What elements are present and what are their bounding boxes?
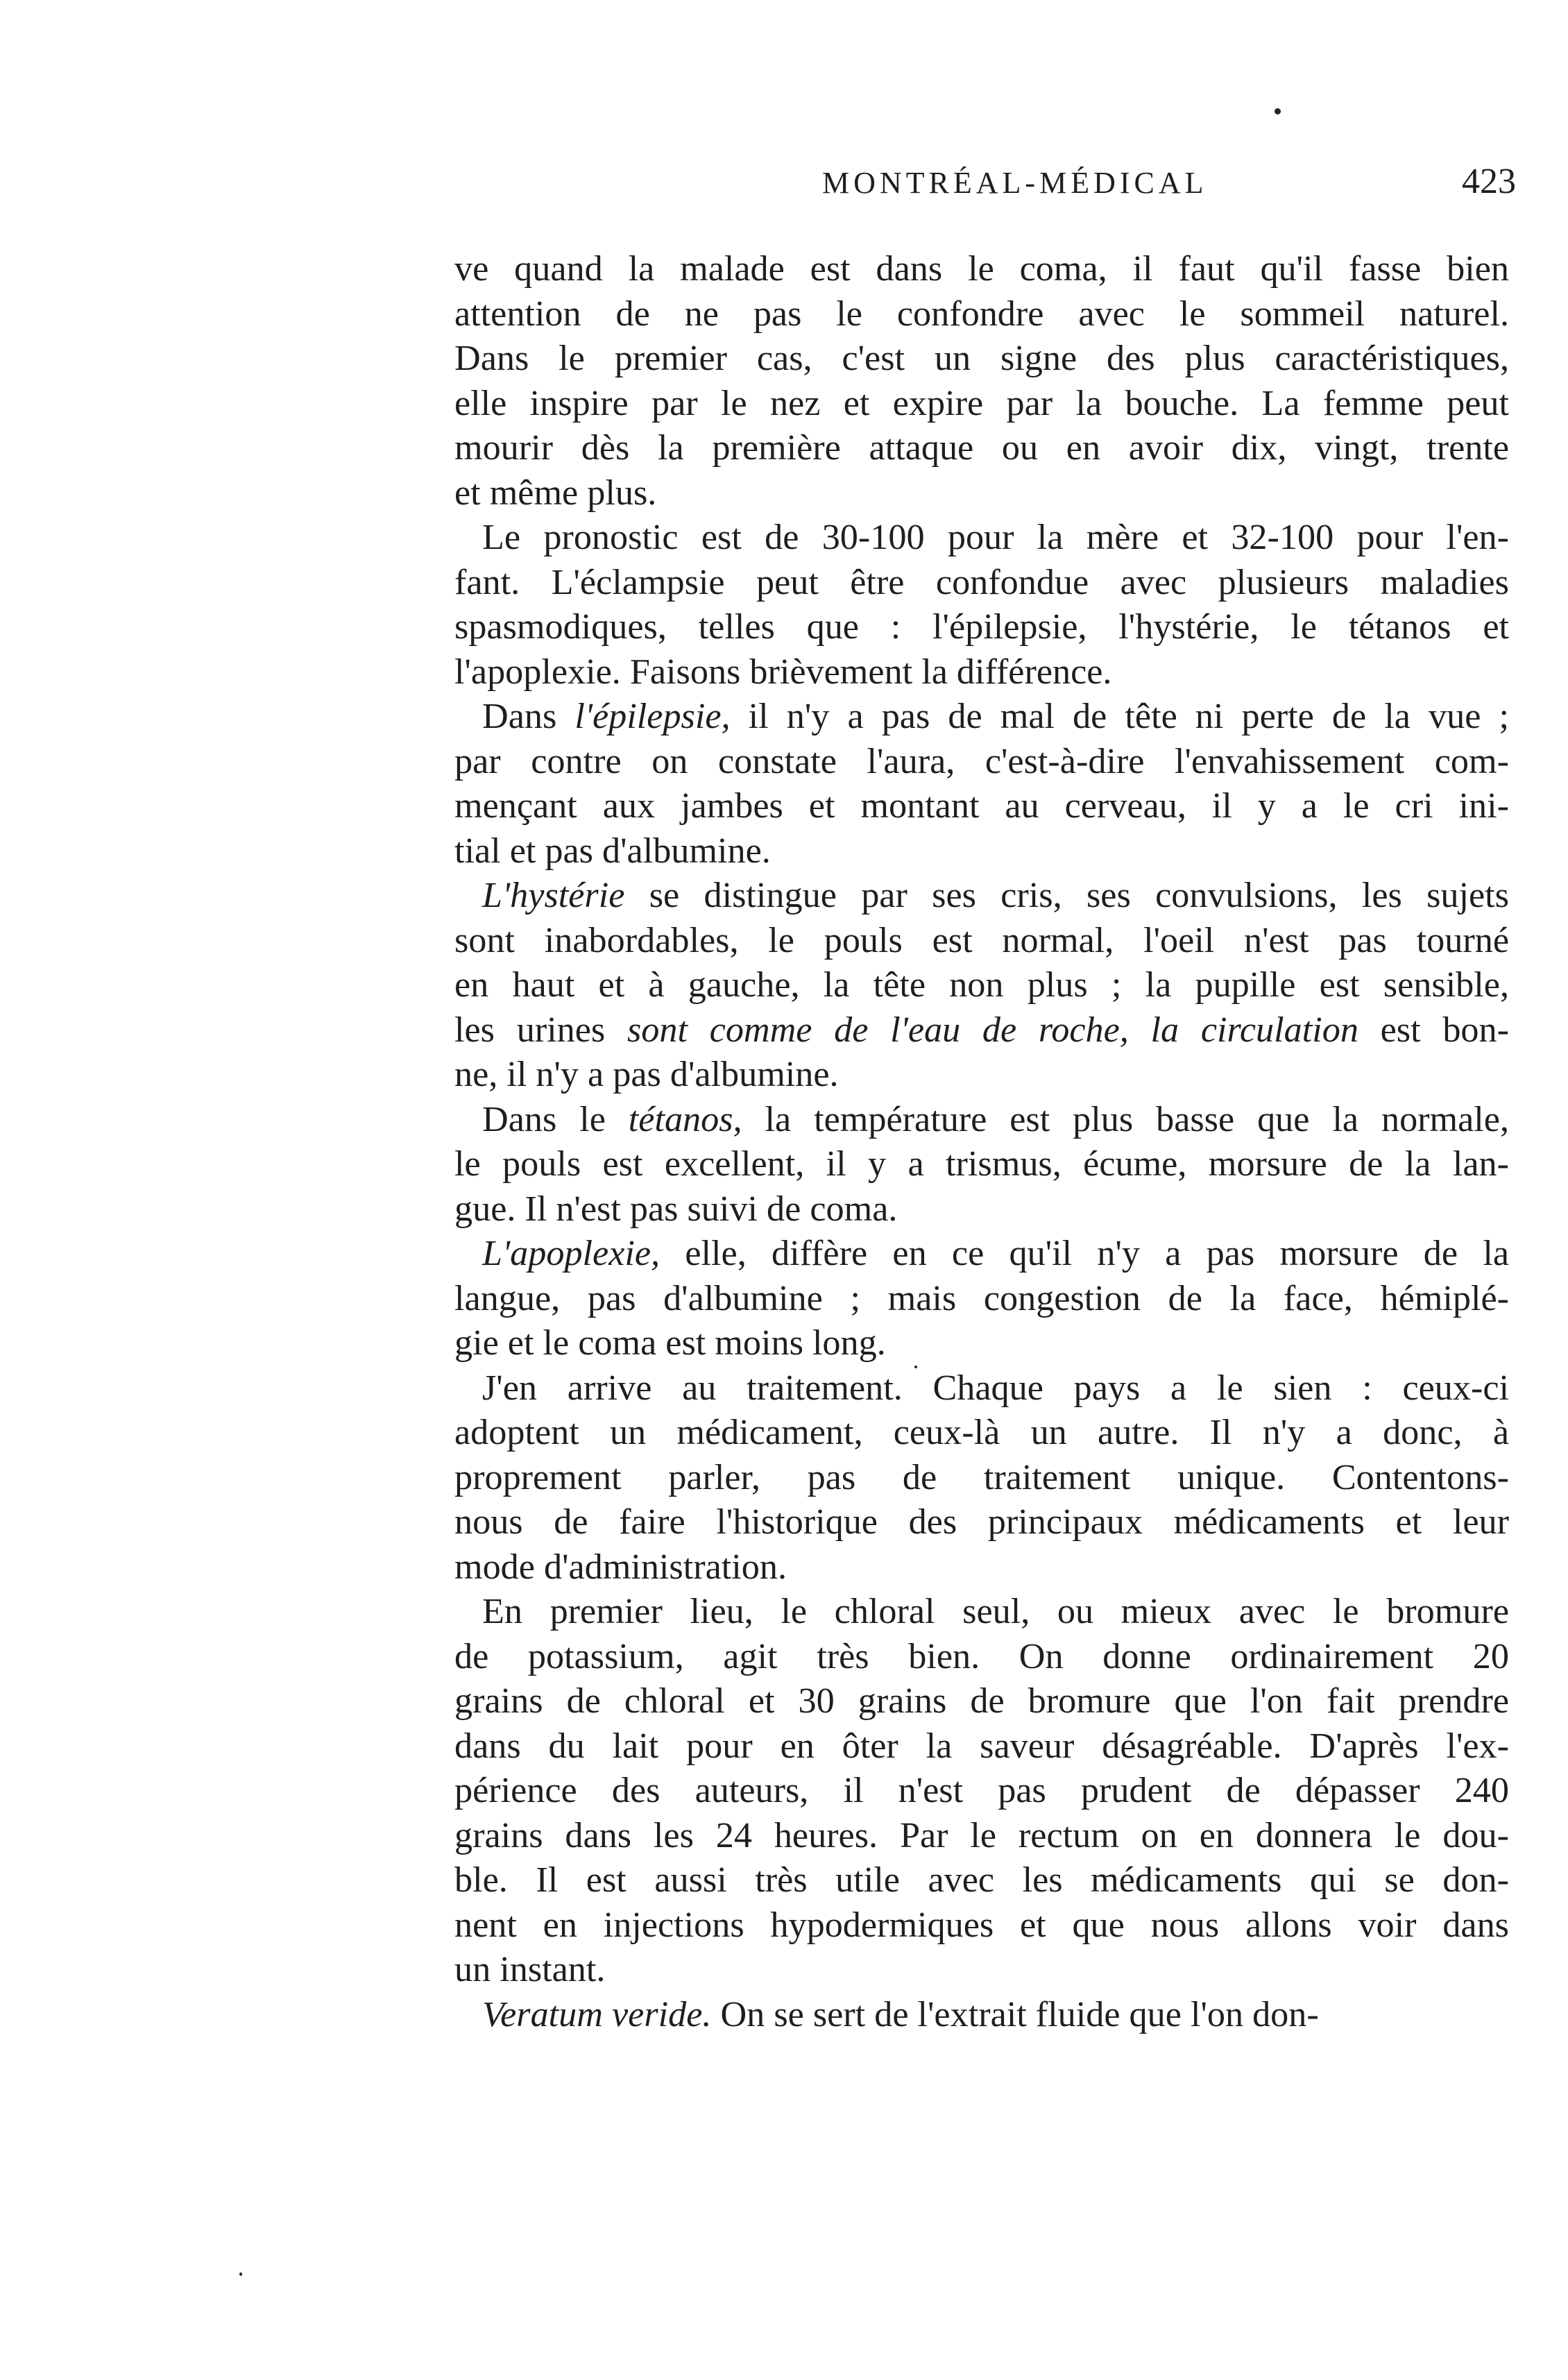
text-line: gie et le coma est moins long. — [454, 1323, 886, 1363]
text-line: par contre on constate l'aura, c'est-à-dire l'envahissement com- — [454, 740, 1509, 781]
body-text — [454, 246, 1509, 2037]
text-line: proprement parler, pas de traitement unique. Contentons- — [454, 1456, 1509, 1497]
text-line: attention de ne pas le confondre avec le sommeil naturel. — [454, 293, 1509, 334]
text-line: J'en arrive au traitement. Chaque pays a le sien : ceux-ci — [482, 1367, 1509, 1408]
text-line: dans du lait pour en ôter la saveur désagréable. D'après l'ex- — [454, 1725, 1509, 1766]
ink-speck — [239, 2272, 242, 2276]
running-head — [454, 158, 1516, 207]
text-line: elle inspire par le nez et expire par la bouche. La femme peut — [454, 382, 1509, 423]
paragraph — [454, 515, 1509, 694]
paragraph — [454, 1097, 1509, 1232]
paragraph — [454, 1992, 1509, 2037]
text-line: Veratum veride. On se sert de l'extrait fluide que l'on don- — [482, 1994, 1319, 2034]
text-line: L'hystérie se distingue par ses cris, ses convulsions, les sujets — [482, 875, 1509, 915]
text-line: ne, il n'y a pas d'albumine. — [454, 1054, 839, 1094]
paragraph — [454, 873, 1509, 1097]
text-line: de potassium, agit très bien. On donne ordinairement 20 — [454, 1635, 1509, 1676]
text-line: et même plus. — [454, 472, 657, 513]
text-line: adoptent un médicament, ceux-là un autre. Il n'y a donc, à — [454, 1412, 1509, 1452]
text-line: nent en injections hypodermiques et que nous allons voir dans — [454, 1904, 1509, 1945]
text-line: Dans le premier cas, c'est un signe des plus caractéristiques, — [454, 338, 1509, 378]
text-line: Le pronostic est de 30-100 pour la mère et 32-100 pour l'en- — [482, 517, 1509, 557]
text-line: tial et pas d'albumine. — [454, 830, 771, 871]
text-line: l'apoplexie. Faisons brièvement la différence. — [454, 651, 1112, 692]
ink-speck — [1275, 108, 1281, 114]
running-title: MONTRÉAL-MÉDICAL — [822, 166, 1208, 200]
text-line: L'apoplexie, elle, diffère en ce qu'il n'y a pas morsure de la — [482, 1233, 1509, 1273]
text-line: périence des auteurs, il n'est pas prudent de dépasser 240 — [454, 1770, 1509, 1810]
page-number: 423 — [1462, 162, 1516, 201]
paragraph — [454, 246, 1509, 515]
text-line: Dans l'épilepsie, il n'y a pas de mal de tête ni perte de la vue ; — [482, 696, 1509, 736]
text-line: ble. Il est aussi très utile avec les médicaments qui se don- — [454, 1860, 1509, 1900]
text-line: fant. L'éclampsie peut être confondue avec plusieurs maladies — [454, 561, 1509, 602]
text-line: un instant. — [454, 1949, 606, 1989]
text-line: mourir dès la première attaque ou en avoir dix, vingt, trente — [454, 427, 1509, 468]
text-line: les urines sont comme de l'eau de roche, la circulation est bon- — [454, 1009, 1509, 1050]
text-line: mençant aux jambes et montant au cerveau, il y a le cri ini- — [454, 785, 1509, 826]
paragraph — [454, 694, 1509, 873]
text-line: nous de faire l'historique des principaux médicaments et leur — [454, 1502, 1509, 1542]
paragraph — [454, 1589, 1509, 1992]
text-line: le pouls est excellent, il y a trismus, écume, morsure de la lan- — [454, 1144, 1509, 1184]
text-line: grains de chloral et 30 grains de bromure que l'on fait prendre — [454, 1681, 1509, 1721]
paragraph — [454, 1366, 1509, 1590]
text-line: en haut et à gauche, la tête non plus ; la pupille est sensible, — [454, 964, 1509, 1005]
text-line: mode d'administration. — [454, 1546, 787, 1587]
text-line: spasmodiques, telles que : l'épilepsie, l'hystérie, le tétanos et — [454, 606, 1509, 647]
text-line: grains dans les 24 heures. Par le rectum on en donnera le dou- — [454, 1814, 1509, 1855]
text-line: En premier lieu, le chloral seul, ou mieux avec le bromure — [482, 1591, 1509, 1631]
text-line: Dans le tétanos, la température est plus basse que la normale, — [482, 1098, 1510, 1139]
text-line: ve quand la malade est dans le coma, il faut qu'il fasse bien — [454, 248, 1509, 289]
text-line: langue, pas d'albumine ; mais congestion de la face, hémiplé- — [454, 1277, 1509, 1318]
text-line: sont inabordables, le pouls est normal, l'oeil n'est pas tourné — [454, 919, 1509, 960]
paragraph — [454, 1231, 1509, 1366]
text-line: gue. Il n'est pas suivi de coma. — [454, 1188, 898, 1229]
